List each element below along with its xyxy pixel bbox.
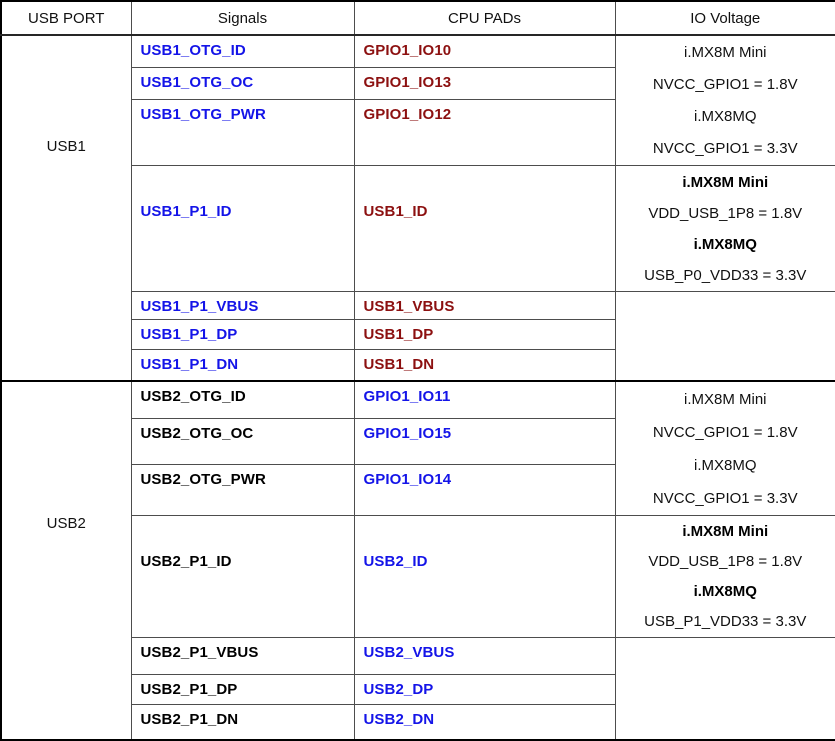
signal-cell: USB2_OTG_ID [131, 381, 354, 419]
signal-cell: USB1_P1_DP [131, 320, 354, 350]
port-label-usb1 [1, 35, 131, 381]
voltage-line: i.MX8MQ [616, 229, 835, 260]
col-header-cpu-pads: CPU PADs [354, 1, 615, 35]
voltage-cell-usb1-p1 [615, 166, 835, 292]
voltage-empty-cell-usb2 [615, 637, 835, 740]
pad-cell: USB2_VBUS [354, 637, 615, 674]
signal-cell: USB1_OTG_PWR [131, 99, 354, 165]
signal-cell: USB1_P1_DN [131, 350, 354, 381]
table-row [1, 381, 835, 419]
voltage-line: NVCC_GPIO1 = 3.3V [616, 133, 835, 165]
voltage-line: NVCC_GPIO1 = 1.8V [616, 416, 835, 449]
voltage-line: i.MX8MQ [616, 101, 835, 133]
col-header-usb-port: USB PORT [1, 1, 131, 35]
pad-cell: GPIO1_IO15 [354, 418, 615, 464]
signal-cell: USB2_P1_VBUS [131, 637, 354, 674]
voltage-line: NVCC_GPIO1 = 3.3V [616, 482, 835, 515]
pad-cell: USB1_DP [354, 320, 615, 350]
pad-cell: USB1_VBUS [354, 292, 615, 320]
voltage-empty-cell-usb1 [615, 292, 835, 381]
voltage-line: USB_P0_VDD33 = 3.3V [616, 260, 835, 291]
signal-cell: USB2_OTG_PWR [131, 464, 354, 515]
table-row [1, 35, 835, 67]
voltage-line: NVCC_GPIO1 = 1.8V [616, 69, 835, 101]
voltage-cell-usb2-otg [615, 381, 835, 516]
header-row [1, 1, 835, 35]
voltage-line: i.MX8M Mini [616, 37, 835, 69]
signal-cell: USB1_OTG_OC [131, 67, 354, 99]
voltage-cell-usb2-p1 [615, 515, 835, 637]
pad-cell: GPIO1_IO12 [354, 99, 615, 165]
voltage-line: i.MX8MQ [616, 577, 835, 607]
voltage-line: VDD_USB_1P8 = 1.8V [616, 198, 835, 229]
signal-cell: USB2_OTG_OC [131, 418, 354, 464]
signal-cell: USB1_P1_VBUS [131, 292, 354, 320]
col-header-io-voltage: IO Voltage [615, 1, 835, 35]
pad-cell: USB2_DP [354, 674, 615, 704]
port-name: USB2 [2, 382, 131, 532]
signal-cell: USB2_P1_DP [131, 674, 354, 704]
voltage-line: i.MX8M Mini [616, 167, 835, 198]
col-header-signals: Signals [131, 1, 354, 35]
voltage-line: i.MX8M Mini [616, 383, 835, 416]
pad-cell: USB2_DN [354, 704, 615, 740]
pad-cell: USB1_DN [354, 350, 615, 381]
pad-cell: GPIO1_IO10 [354, 35, 615, 67]
voltage-line: i.MX8M Mini [616, 517, 835, 547]
pad-cell: GPIO1_IO14 [354, 464, 615, 515]
port-name: USB1 [2, 36, 131, 155]
port-label-usb2 [1, 381, 131, 741]
voltage-line: i.MX8MQ [616, 449, 835, 482]
voltage-line: VDD_USB_1P8 = 1.8V [616, 547, 835, 577]
signal-cell: USB2_P1_DN [131, 704, 354, 740]
pad-cell: GPIO1_IO13 [354, 67, 615, 99]
voltage-cell-usb1-otg [615, 35, 835, 166]
pad-cell: USB2_ID [354, 515, 615, 637]
pad-cell: GPIO1_IO11 [354, 381, 615, 419]
pad-cell: USB1_ID [354, 166, 615, 292]
signal-cell: USB2_P1_ID [131, 515, 354, 637]
signal-cell: USB1_OTG_ID [131, 35, 354, 67]
signal-cell: USB1_P1_ID [131, 166, 354, 292]
voltage-line: USB_P1_VDD33 = 3.3V [616, 607, 835, 637]
